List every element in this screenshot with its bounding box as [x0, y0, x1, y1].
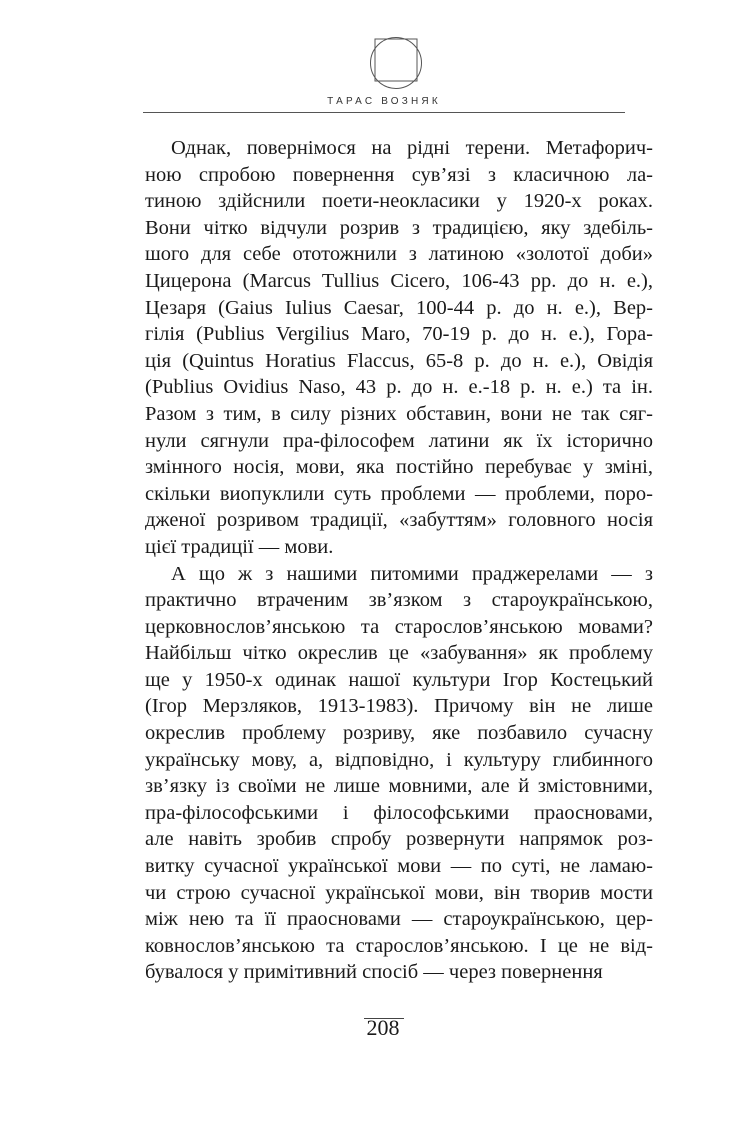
text-line: ною спробою повернення сув’язі з класичною ла-: [145, 163, 653, 186]
text-line: практично втраченим зв’язком з староукраїнською,: [145, 589, 653, 612]
header-rule: [143, 112, 625, 113]
text-line: окреслив проблему розриву, яке позбавило сучасну: [145, 722, 653, 745]
text-line: ція (Quintus Horatius Flaccus, 65-8 р. до н. е.), Овідія: [145, 349, 653, 372]
text-line: (Publius Ovidius Naso, 43 р. до н. е.-18 р. н. е.) та ін.: [145, 376, 653, 399]
text-line: бувалося у примітивний спосіб — через повернення: [145, 961, 603, 984]
text-line: ковнослов’янською та старослов’янською. І це не від-: [145, 934, 653, 957]
text-line: витку сучасної української мови — по суті, не ламаю-: [145, 855, 653, 878]
text-line: чи строю сучасної української мови, він творив мости: [145, 881, 653, 904]
text-line: Вони чітко відчули розрив з традицією, яку здебіль-: [145, 216, 653, 239]
text-line: але навіть зробив спробу розвернути напрямок роз-: [145, 828, 653, 851]
text-line: нули сягнули пра-філософем латини як їх історично: [145, 429, 653, 452]
text-line: (Ігор Мерзляков, 1913-1983). Причому він не лише: [145, 695, 653, 718]
text-line: гілія (Publius Vergilius Maro, 70-19 р. до н. е.), Гора-: [145, 323, 653, 346]
text-line: дженої розривом традиції, «забуттям» головного носія: [145, 509, 653, 532]
text-line: церковнослов’янською та старослов’янською мовами?: [145, 615, 653, 638]
text-line: Разом з тим, в силу різних обставин, вони не так сяг-: [145, 402, 653, 425]
text-line: Найбільш чітко окреслив це «забування» як проблему: [145, 642, 653, 665]
text-line: змінного носія, мови, яка постійно перебуває у зміні,: [145, 456, 653, 479]
text-line: пра-філософськими і філософськими праосновами,: [145, 801, 653, 824]
text-line: скільки виопуклили суть проблеми — проблеми, поро-: [145, 482, 653, 505]
text-line: українську мову, а, відповідно, і культуру глибинного: [145, 748, 653, 771]
text-line: Цицерона (Marcus Tullius Cicero, 106-43 рр. до н. е.),: [145, 269, 653, 292]
text-line: А що ж з нашими питомими праджерелами — з: [171, 562, 653, 585]
text-line: ще у 1950-х одинак нашої культури Ігор Костецький: [145, 668, 653, 691]
body-text: [145, 135, 653, 986]
running-head: ТАРАС ВОЗНЯК: [327, 96, 441, 107]
text-line: шого для себе ототожнили з латиною «золотої доби»: [145, 243, 653, 266]
text-line: тиною здійснили поети-неокласики у 1920-х роках.: [145, 190, 653, 213]
paragraph: [145, 135, 653, 561]
text-line: зв’язку із своїми не лише мовними, але й змістовними,: [145, 775, 653, 798]
page-number: 208: [366, 1015, 400, 1040]
text-line: цієї традиції — мови.: [145, 535, 334, 558]
paragraph: [145, 561, 653, 987]
text-line: Однак, повернімося на рідні терени. Метафорич-: [171, 137, 653, 159]
circle-square-emblem-icon: [369, 36, 423, 90]
text-line: Цезаря (Gaius Iulius Caesar, 100-44 р. до н. е.), Вер-: [145, 296, 653, 319]
text-line: між нею та її праосновами — староукраїнською, цер-: [145, 908, 653, 931]
